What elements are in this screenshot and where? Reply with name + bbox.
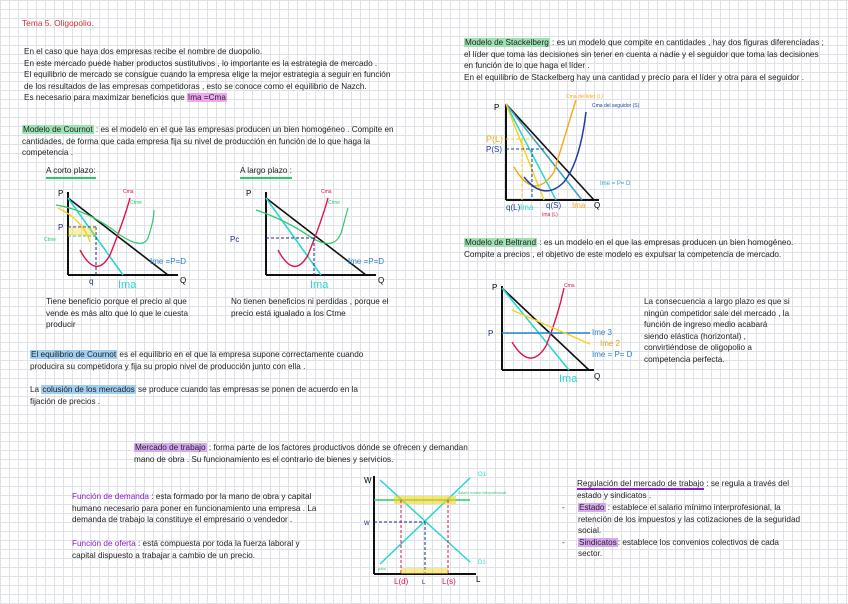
oferta-text: : está compuesta por toda la fuerza laboral y xyxy=(135,539,300,548)
cournot-text: cantidades, de forma que cada empresa fija su nivel de producción en función de lo que haga la xyxy=(22,136,371,146)
equilibrio-text: es el equilibrio en el que la empresa supone correctamente cuando xyxy=(117,350,364,359)
stackelberg-text: : es un modelo que compite en cantidades , hay dos figuras diferenciadas ; xyxy=(549,38,824,47)
colusion-heading: colusión de los mercados xyxy=(42,385,135,394)
cournot-short-desc xyxy=(46,296,188,331)
ima-label: Ima xyxy=(310,279,329,291)
trabajo-heading: Mercado de trabajo xyxy=(135,443,206,452)
intro-text: Es necesario para maximizar beneficios que xyxy=(24,93,187,103)
pc-label: Pc xyxy=(230,235,240,244)
estado-text: retención de los impuestos y las cotizaciones de la seguridad xyxy=(578,514,801,524)
price-follower-label: P(S) xyxy=(486,145,502,154)
demanda-text: : esta formado por la mano de obra y capital xyxy=(148,492,312,501)
stack-ime-label: Ime = P= D xyxy=(600,181,631,187)
stack-ima-leader-label: Ima (L) xyxy=(542,212,558,218)
axis-p-label: P xyxy=(492,283,498,292)
trabajo-text: mano de obra . Su funcionamiento es el contrario de bienes y servicios. xyxy=(134,454,394,464)
cournot-long-desc xyxy=(231,296,389,319)
beltrand-paragraph xyxy=(464,237,793,260)
page-title: Tema 5. Oligopolio. xyxy=(22,18,94,28)
desc-line: No tienen beneficios ni perdidas , porque el xyxy=(231,297,389,306)
ls-label: L(s) xyxy=(442,577,456,586)
w-label: W xyxy=(364,521,370,527)
stackelberg-text: el líder que toma las decisiones sin tener en cuenta a nadie y el seguidor que toma las decisiones xyxy=(464,49,819,59)
beltrand-note xyxy=(644,296,790,366)
stackelberg-text: En el equilibrio de Stackelberg hay una cantidad y precio para el líder y otra para el seguidor . xyxy=(464,72,804,82)
ima-cma-highlight: Ima =Cma xyxy=(187,93,226,103)
regulacion-list xyxy=(562,502,800,560)
belt-ima-label: Ima xyxy=(559,373,578,385)
sindicatos-heading: Sindicatos xyxy=(579,537,617,547)
ld-label: L(d) xyxy=(394,577,409,586)
note-line: función de ingreso medio acabará xyxy=(644,320,768,330)
axis-q-label: Q xyxy=(378,276,385,285)
demanda-text: humano necesario para poner en funcionamiento una empresa . La xyxy=(72,503,317,513)
belt-ime-label: Ime = P= D xyxy=(592,350,633,359)
trabajo-text: : forma parte de los factores productivos dónde se ofrecen y demandan xyxy=(206,443,468,452)
oferta-text: capital dispuesto a trabajar a cambio de un precio. xyxy=(72,550,255,560)
ime-label: Ime =P=D xyxy=(150,257,187,266)
note-line: competencia perfecta. xyxy=(644,354,725,364)
stackelberg-paragraph xyxy=(464,37,824,83)
stackelberg-heading: Modelo de Stackelberg xyxy=(465,38,549,47)
stack-ima-label: Ima xyxy=(520,203,534,212)
cournot-heading: Modelo de Cournot xyxy=(23,125,93,134)
cma-label: Cma xyxy=(321,189,332,195)
demanda-heading: Función de demanda xyxy=(72,492,149,501)
price-leader-label: P(L) xyxy=(486,134,504,144)
cournot-short-label: A corto plazo: xyxy=(46,165,96,179)
colusion-text: La xyxy=(30,385,42,394)
regulacion-text: estado y sindicatos . xyxy=(577,490,652,500)
trabajo-paragraph xyxy=(134,442,468,465)
ime-label: Ime =P=D xyxy=(348,257,385,266)
ima-label: Ima xyxy=(118,279,137,291)
axis-w-label: W xyxy=(364,476,372,485)
note-line: convirtiéndose de oligopolio a xyxy=(644,343,752,353)
equilibrio-text: producira su competidora y fija su propio nivel de producción junto con ella . xyxy=(30,361,306,371)
beltrand-text: Compite a precios , el objetivo de este modelo es expulsar la competencia de mercado. xyxy=(464,249,782,259)
note-line: ningún competidor sale del mercado , la xyxy=(644,308,790,318)
d1-label: D1 xyxy=(478,560,486,566)
axis-p-label: P xyxy=(494,103,500,112)
belt-cma-label: Cma xyxy=(564,283,575,289)
intro-paragraph xyxy=(24,46,390,104)
axis-p-label: P xyxy=(58,189,64,198)
regulacion-text: : se regula a través del xyxy=(704,479,790,488)
desc-line: Tiene beneficio porque el precio al que xyxy=(46,297,187,306)
sindicatos-text: sector. xyxy=(578,549,603,559)
equilibrio-paragraph xyxy=(30,349,363,372)
intro-line xyxy=(24,92,390,104)
quantity-label: q xyxy=(89,277,94,286)
axis-q-label: Q xyxy=(180,276,187,285)
intro-line: En el caso que haya dos empresas recibe el nombre de duopolio. xyxy=(24,47,263,56)
cma-label: Cma xyxy=(123,189,134,195)
demanda-text: demanda de trabajo la constituye el empresario o vendedor . xyxy=(72,515,293,525)
cournot-short-graph xyxy=(28,180,198,290)
sindicatos-text: : establece los convenios colectivos de cada xyxy=(617,537,779,547)
cournot-long-label: A largo plazo : xyxy=(240,165,292,179)
sindicatos-item xyxy=(562,537,800,560)
intro-line: de los resultados de las empresas competidoras , esto se conoce como el equilibrio de Nazch. xyxy=(24,81,367,91)
l-label: L xyxy=(422,580,426,586)
regulacion-paragraph xyxy=(577,478,789,501)
beltrand-heading: Modelo de Beltrand xyxy=(465,238,537,247)
colusion-text: fijación de precios . xyxy=(30,396,101,406)
cournot-text: : es el modelo en el que las empresas producen un bien homogéneo . Compite en xyxy=(93,125,394,134)
price-label: P xyxy=(58,223,64,232)
cournot-long-graph xyxy=(226,180,396,290)
axis-p-label: P xyxy=(246,189,252,198)
cournot-paragraph xyxy=(22,124,394,159)
estado-text: : establece el salario mínimo interprofesional, la xyxy=(605,503,781,512)
axis-l-label: L xyxy=(476,575,481,584)
colusion-paragraph xyxy=(30,384,358,407)
belt-price-label: P xyxy=(488,329,494,338)
desc-line: producir xyxy=(46,320,76,330)
axis-q-label: Q xyxy=(594,372,601,381)
regulacion-heading: Regulación del mercado de trabajo xyxy=(577,479,704,488)
note-line: siendo elástica (horizontal) , xyxy=(644,331,746,341)
belt-ime2-label: Ime 2 xyxy=(600,339,621,348)
paro-label: paro xyxy=(378,566,387,571)
estado-item xyxy=(562,502,800,537)
beltrand-text: : es un modelo en el que las empresas producen un bien homogéneo. xyxy=(537,238,794,247)
intro-line: En este mercado puede haber productos sustitutivos , lo importante es la estrategia de mercado . xyxy=(24,58,378,68)
o1-label: O1 xyxy=(478,472,487,478)
ctme-label: Ctme xyxy=(130,200,142,206)
smi-label: Salario mínimo interprofesional xyxy=(458,491,507,495)
intro-line: El equilibrio de mercado se consigue cuando la empresa elige la mejor estrategia a seguir en función xyxy=(24,70,391,80)
colusion-text: se produce cuando las empresas se ponen de acuerdo en la xyxy=(135,385,358,394)
qty-follower-label: q(S) xyxy=(546,201,562,210)
desc-line: vende es más alto que lo que le cuesta xyxy=(46,308,189,318)
cma-seguidor-label: Cma del seguidor (S) xyxy=(592,103,640,109)
estado-text: social. xyxy=(578,526,602,536)
estado-heading: Estado xyxy=(579,503,605,512)
cournot-text: competencia . xyxy=(22,148,73,158)
note-line: La consecuencia a largo plazo es que si xyxy=(644,297,790,306)
oferta-heading: Función de oferta xyxy=(72,539,136,548)
axis-q-label: Q xyxy=(594,201,601,210)
belt-ime3-label: Ime 3 xyxy=(592,328,613,337)
ctme-label: Ctme xyxy=(328,200,340,206)
qty-leader-label: q(L) xyxy=(506,203,521,212)
demanda-paragraph xyxy=(72,491,316,526)
stack-ima2-label: Ima xyxy=(572,201,586,210)
stackelberg-graph xyxy=(484,92,674,217)
cma-lider-label: Cma del lider (L) xyxy=(566,94,603,100)
stackelberg-text: en función de lo que haga el líder . xyxy=(464,61,590,71)
equilibrio-heading: El equilibrio de Cournot xyxy=(31,350,117,359)
labor-market-graph xyxy=(358,470,507,590)
desc-line: precio está igualado a los Ctme xyxy=(231,308,346,318)
oferta-paragraph xyxy=(72,538,300,561)
ctme-short-label: Ctme xyxy=(44,237,56,243)
